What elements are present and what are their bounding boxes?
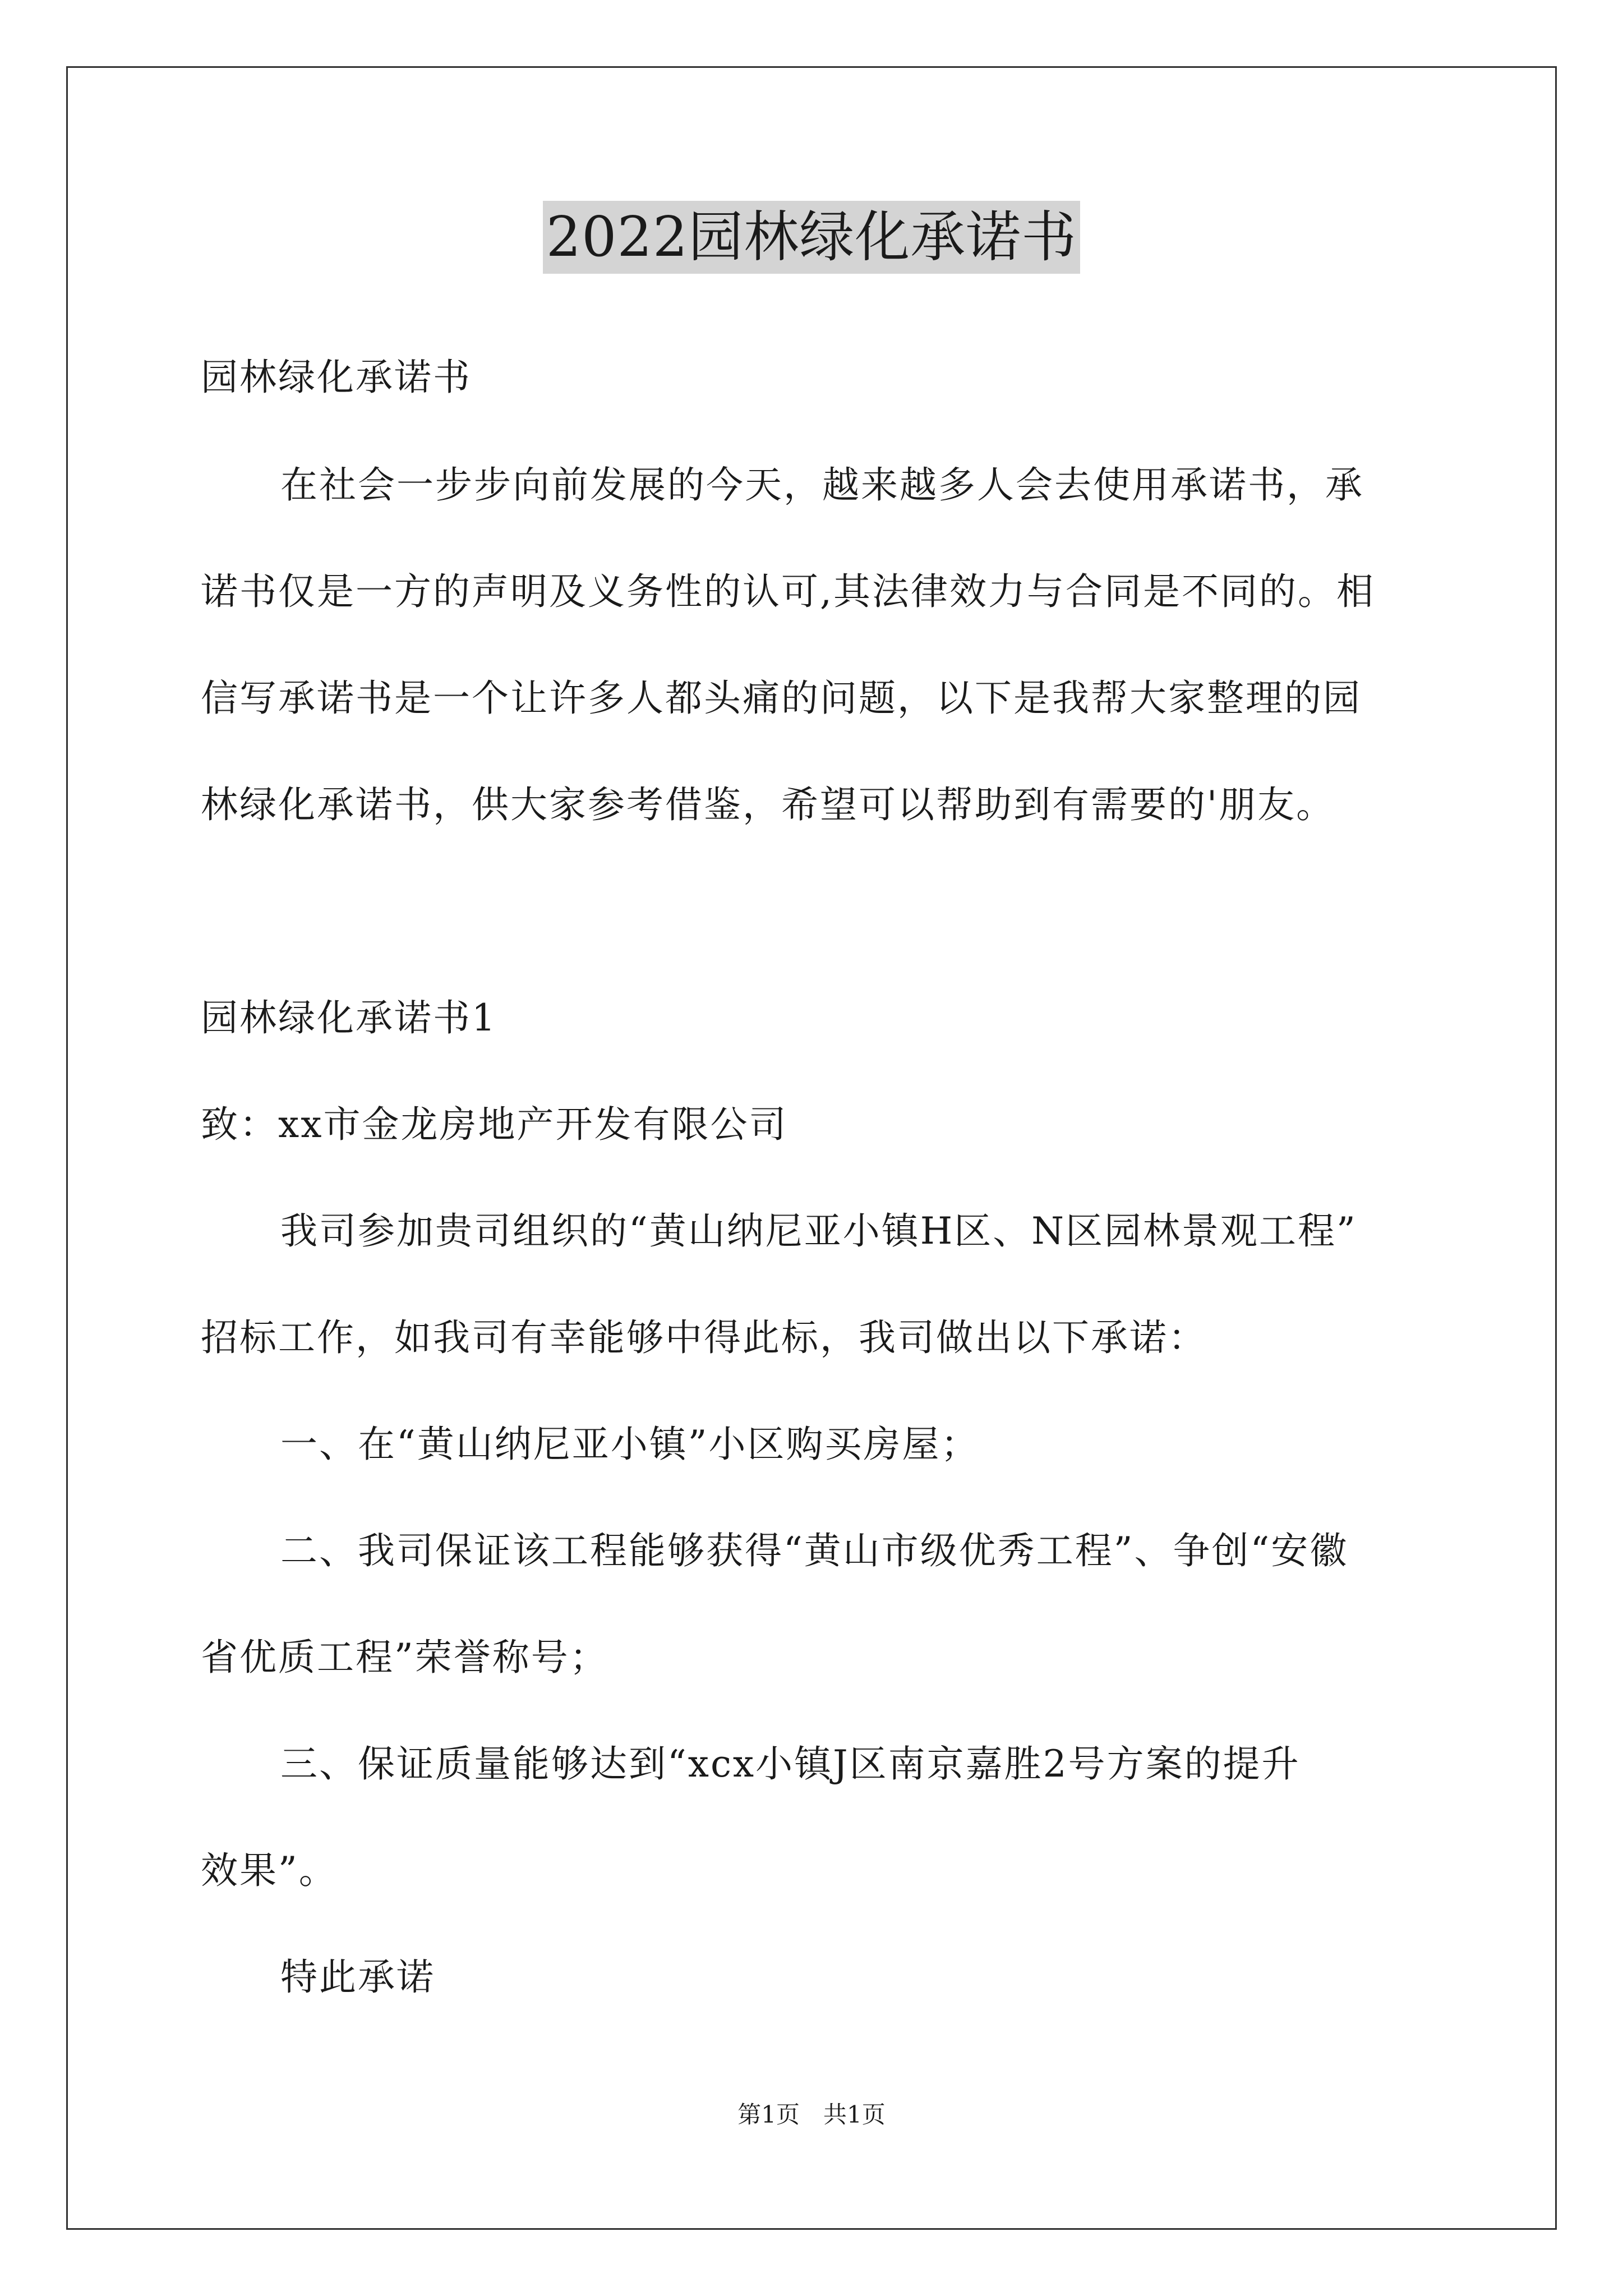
intro-line-1: 在社会一步步向前发展的今天，越来越多人会去使用承诺书，承 [280,463,1364,507]
promise-item-3-line-1: 三、保证质量能够达到“xcx小镇J区南京嘉胜2号方案的提升 [280,1742,1301,1786]
section-heading: 园林绿化承诺书 [201,356,472,399]
letter-heading: 园林绿化承诺书1 [201,996,497,1039]
promise-item-2-line-2: 省优质工程”荣誉称号； [201,1636,608,1679]
body-line-1: 我司参加贵司组织的“黄山纳尼亚小镇H区、N区园林景观工程” [280,1209,1357,1253]
title-block [0,201,1623,274]
promise-item-2-line-1: 二、我司保证该工程能够获得“黄山市级优秀工程”、争创“安徽 [280,1529,1349,1572]
promise-item-3-line-2: 效果”。 [201,1849,338,1892]
intro-line-2: 诺书仅是一方的声明及义务性的认可,其法律效力与合同是不同的。相 [201,570,1375,613]
body-line-2: 招标工作，如我司有幸能够中得此标，我司做出以下承诺： [201,1316,1207,1359]
intro-line-4: 林绿化承诺书，供大家参考借鉴，希望可以帮助到有需要的'朋友。 [201,783,1335,826]
promise-item-1: 一、在“黄山纳尼亚小镇”小区购买房屋； [280,1423,980,1466]
page-footer: 第1页 共1页 [737,2101,886,2128]
closing-line: 特此承诺 [280,1955,435,1999]
intro-line-3: 信写承诺书是一个让许多人都头痛的问题，以下是我帮大家整理的园 [201,677,1362,720]
document-title: 2022园林绿化承诺书 [543,201,1080,274]
recipient-line: 致：xx市金龙房地产开发有限公司 [201,1103,788,1146]
